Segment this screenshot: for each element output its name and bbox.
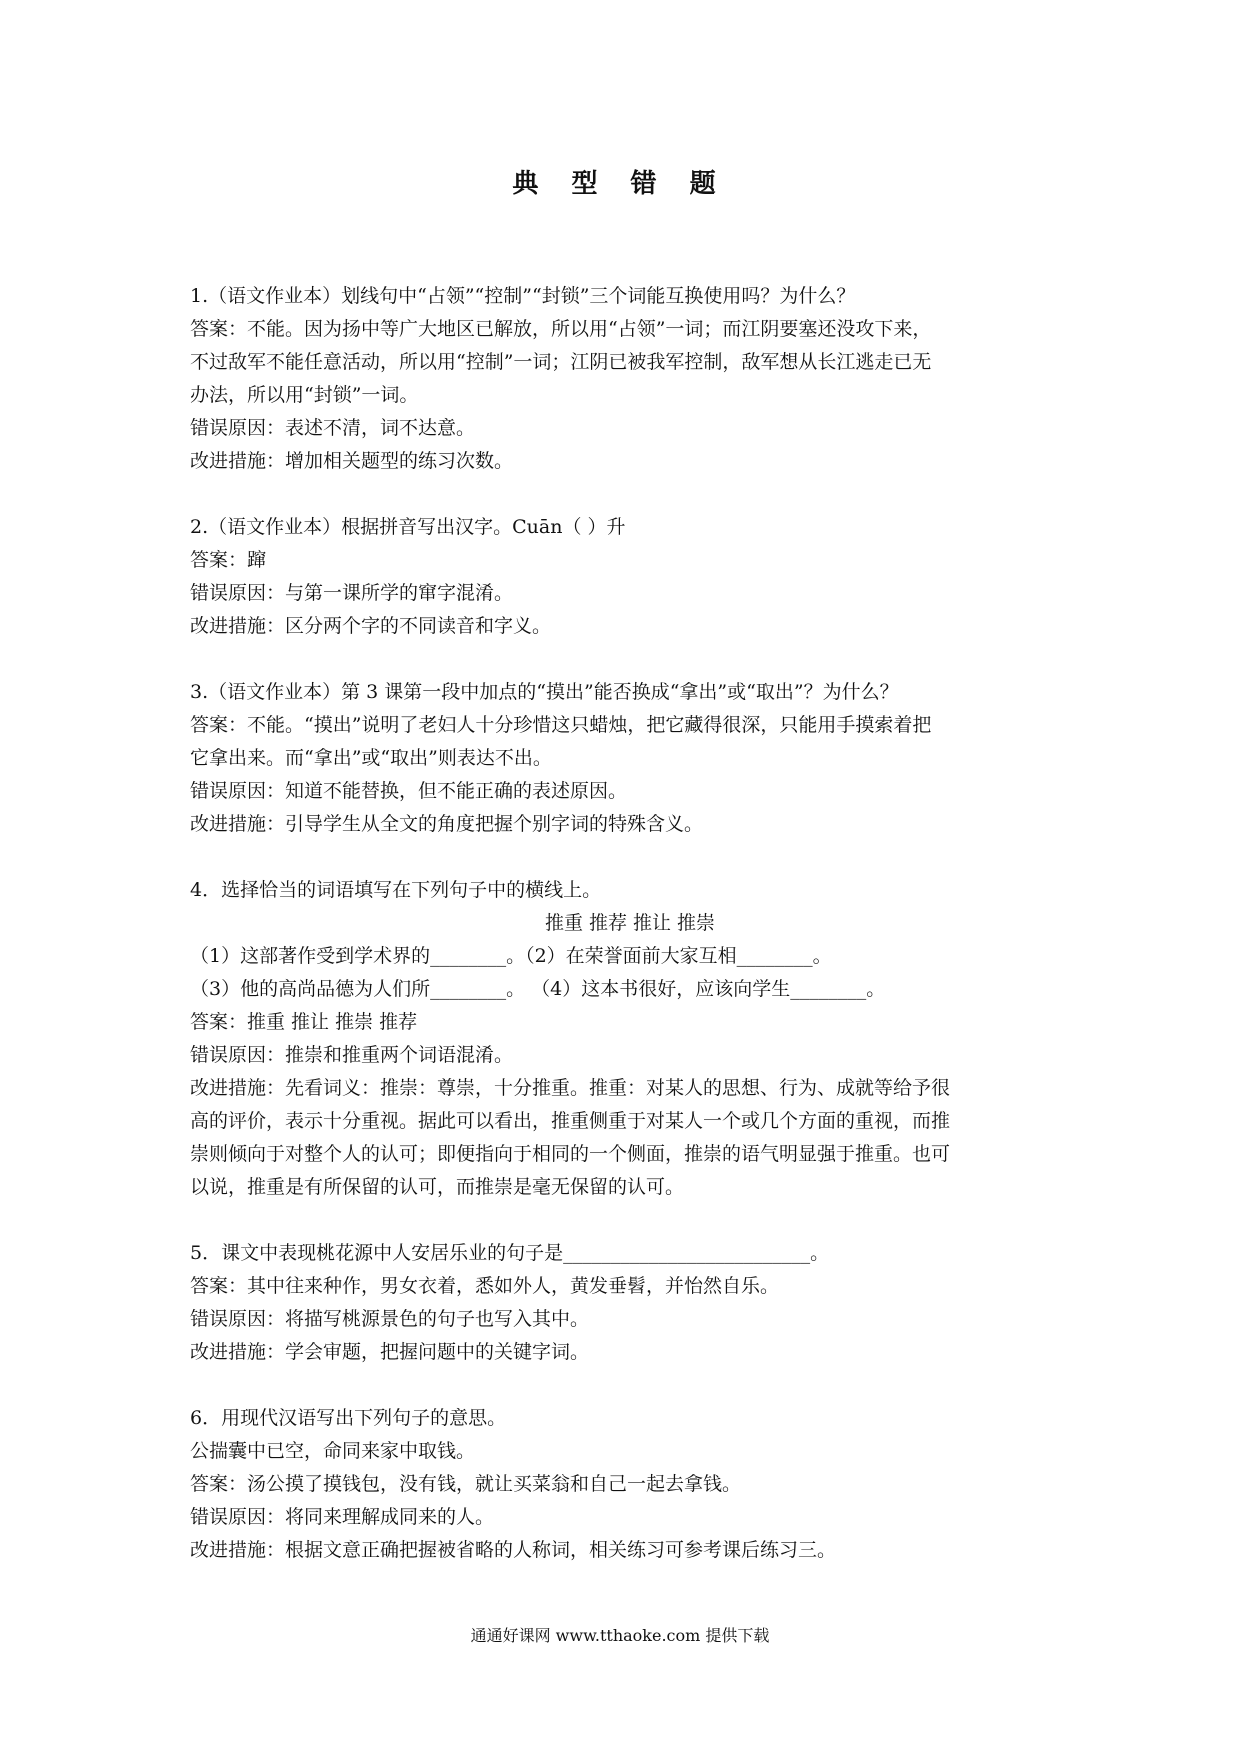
question-4-prompt: 4．选择恰当的词语填写在下列句子中的横线上。 <box>190 879 602 901</box>
question-4-improvement-line-1: 改进措施：先看词义：推崇：尊崇，十分推重。推重：对某人的思想、行为、成就等给予很 <box>190 1077 951 1099</box>
question-5-error-reason: 错误原因：将描写桃源景色的句子也写入其中。 <box>190 1308 590 1330</box>
question-6-improvement: 改进措施：根据文意正确把握被省略的人称词，相关练习可参考课后练习三。 <box>190 1539 837 1561</box>
question-1-error-reason: 错误原因：表述不清，词不达意。 <box>190 417 476 439</box>
question-4-improvement-line-2: 高的评价，表示十分重视。据此可以看出，推重侧重于对某人一个或几个方面的重视，而推 <box>190 1110 951 1132</box>
document-body <box>190 280 1070 1567</box>
question-1-answer-line-2: 不过敌军不能任意活动，所以用“控制”一词；江阴已被我军控制，敌军想从长江逃走已无 <box>190 351 932 373</box>
spacer <box>190 478 1070 511</box>
question-2 <box>190 511 1070 643</box>
spacer <box>190 1204 1070 1237</box>
question-4-word-options: 推重 推荐 推让 推崇 <box>544 912 716 934</box>
question-1-answer-line-3: 办法，所以用“封锁”一词。 <box>190 384 419 406</box>
page-footer: 通通好课网 www.tthaoke.com 提供下载 <box>470 1626 770 1645</box>
question-1-prompt: 1.（语文作业本）划线句中“占领”“控制”“封锁”三个词能互换使用吗？为什么？ <box>190 285 856 307</box>
question-1-answer-line-1: 答案：不能。因为扬中等广大地区已解放，所以用“占领”一词；而江阴要塞还没攻下来， <box>190 318 932 340</box>
question-4-sentences-1-2: （1）这部著作受到学术界的________。（2）在荣誉面前大家互相________。 <box>190 945 832 967</box>
question-2-error-reason: 错误原因：与第一课所学的窜字混淆。 <box>190 582 514 604</box>
question-6-prompt: 6．用现代汉语写出下列句子的意思。 <box>190 1407 507 1429</box>
question-5 <box>190 1237 1070 1369</box>
question-4-improvement-line-3: 崇则倾向于对整个人的认可；即便指向于相同的一个侧面，推崇的语气明显强于推重。也可 <box>190 1143 951 1165</box>
question-4-error-reason: 错误原因：推崇和推重两个词语混淆。 <box>190 1044 514 1066</box>
question-4-improvement-line-4: 以说，推重是有所保留的认可，而推崇是毫无保留的认可。 <box>190 1176 685 1198</box>
page-title: 典 型 错 题 <box>512 169 728 199</box>
question-5-answer: 答案：其中往来种作，男女衣着，悉如外人，黄发垂髫，并怡然自乐。 <box>190 1275 780 1297</box>
question-6-error-reason: 错误原因：将同来理解成同来的人。 <box>190 1506 495 1528</box>
question-4 <box>190 874 1070 1204</box>
question-5-prompt: 5．课文中表现桃花源中人安居乐业的句子是__________________________。 <box>190 1242 830 1264</box>
question-5-improvement: 改进措施：学会审题，把握问题中的关键字词。 <box>190 1341 590 1363</box>
question-3 <box>190 676 1070 841</box>
question-6-sentence: 公揣囊中已空，命同来家中取钱。 <box>190 1440 476 1462</box>
question-3-improvement: 改进措施：引导学生从全文的角度把握个别字词的特殊含义。 <box>190 813 704 835</box>
question-6-answer: 答案：汤公摸了摸钱包，没有钱，就让买菜翁和自己一起去拿钱。 <box>190 1473 742 1495</box>
question-3-prompt: 3.（语文作业本）第 3 课第一段中加点的“摸出”能否换成“拿出”或“取出”？为什么？ <box>190 681 899 703</box>
spacer <box>190 841 1070 874</box>
question-4-answer: 答案：推重 推让 推崇 推荐 <box>190 1011 418 1033</box>
spacer <box>190 643 1070 676</box>
question-2-answer: 答案：蹿 <box>190 549 267 571</box>
question-1-improvement: 改进措施：增加相关题型的练习次数。 <box>190 450 514 472</box>
question-4-sentences-3-4: （3）他的高尚品德为人们所________。 （4）这本书很好，应该向学生________。 <box>190 978 886 1000</box>
spacer <box>190 1369 1070 1402</box>
question-3-answer-line-1: 答案：不能。“摸出”说明了老妇人十分珍惜这只蜡烛，把它藏得很深，只能用手摸索着把 <box>190 714 932 736</box>
question-3-answer-line-2: 它拿出来。而“拿出”或“取出”则表达不出。 <box>190 747 552 769</box>
question-1 <box>190 280 1070 478</box>
question-6 <box>190 1402 1070 1567</box>
question-2-improvement: 改进措施：区分两个字的不同读音和字义。 <box>190 615 552 637</box>
question-2-prompt: 2.（语文作业本）根据拼音写出汉字。Cuān（ ）升 <box>190 516 626 538</box>
question-3-error-reason: 错误原因：知道不能替换，但不能正确的表述原因。 <box>190 780 628 802</box>
